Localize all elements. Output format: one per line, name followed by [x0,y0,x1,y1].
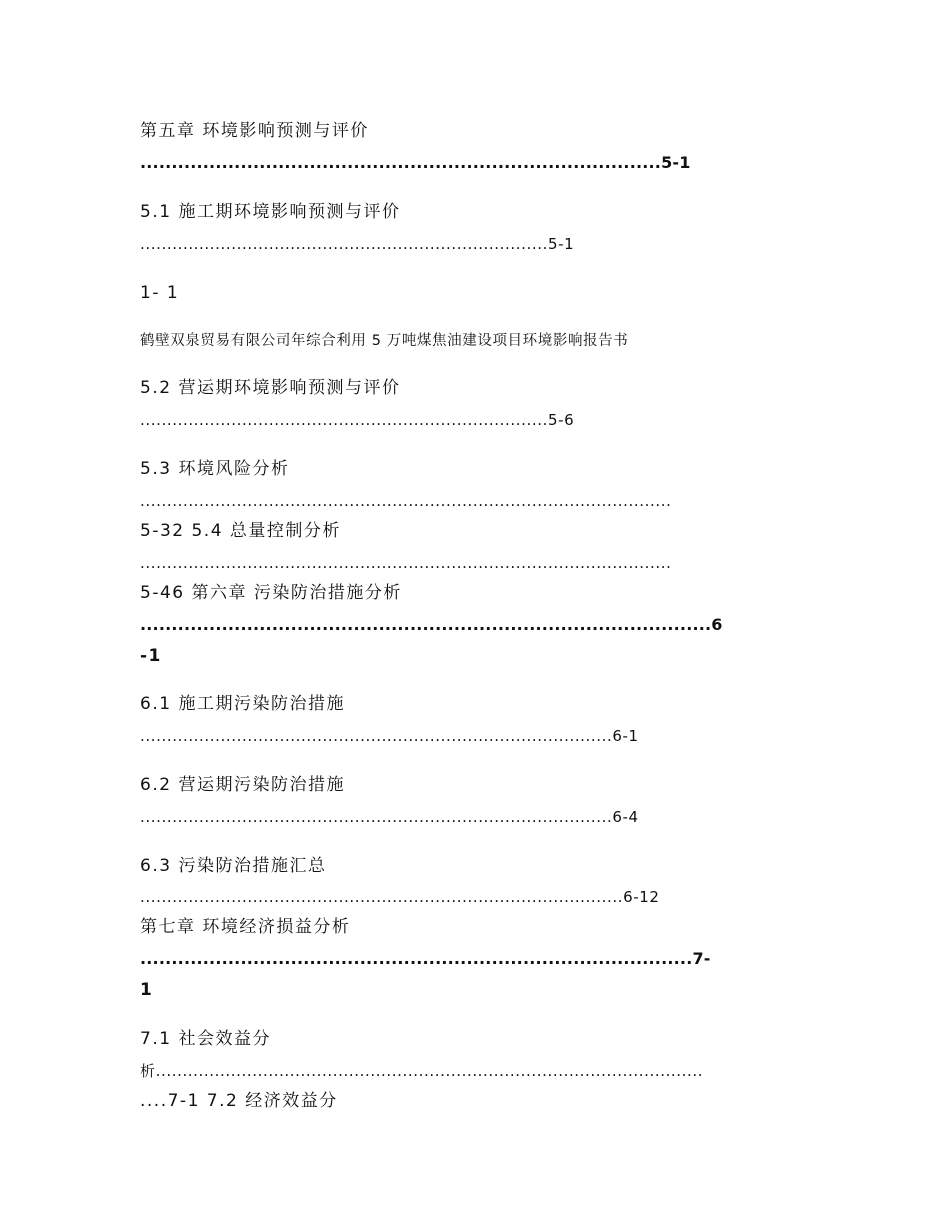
toc-entry-7-2-title: ....7-1 7.2 经济效益分 [140,1091,338,1111]
toc-entry-5-1-leader: ............................................................................5-1 [140,235,575,253]
toc-chapter-6-leader: ...........................................................................................6 [140,615,723,634]
toc-entry-6-1-leader: ........................................................................................6-1 [140,727,639,745]
toc-entry-5-4-leader: ................................................................................................... [140,554,672,572]
toc-chapter-6-page: -1 [140,646,162,666]
report-header: 鹤壁双泉贸易有限公司年综合利用 5 万吨煤焦油建设项目环境影响报告书 [140,333,629,349]
toc-entry-7-1-leader: 析...................................................................................................... [140,1062,704,1080]
toc-entry-6-3-leader: ..........................................................................................6-12 [140,888,660,906]
toc-entry-5-4-title: 5-32 5.4 总量控制分析 [140,521,341,541]
toc-entry-6-1-title: 6.1 施工期污染防治措施 [140,694,345,714]
toc-chapter-5-title: 第五章 环境影响预测与评价 [140,121,369,141]
toc-chapter-7-title: 第七章 环境经济损益分析 [140,917,351,937]
toc-chapter-6-title: 5-46 第六章 污染防治措施分析 [140,583,402,603]
page-number: 1- 1 [140,283,180,303]
toc-entry-5-2-leader: ............................................................................5-6 [140,411,575,429]
toc-entry-5-3-title: 5.3 环境风险分析 [140,459,290,479]
toc-entry-5-3-leader: ................................................................................................... [140,492,672,510]
toc-chapter-7-page: 1 [140,980,154,1000]
toc-chapter-5-leader: ...................................................................................5-1 [140,153,691,172]
toc-entry-7-1-title: 7.1 社会效益分 [140,1029,271,1049]
toc-chapter-7-leader: ........................................................................................7- [140,949,711,968]
toc-entry-6-3-title: 6.3 污染防治措施汇总 [140,856,327,876]
toc-entry-5-1-title: 5.1 施工期环境影响预测与评价 [140,202,401,222]
toc-entry-6-2-title: 6.2 营运期污染防治措施 [140,775,345,795]
toc-entry-6-2-leader: ........................................................................................6-4 [140,808,639,826]
toc-entry-5-2-title: 5.2 营运期环境影响预测与评价 [140,378,401,398]
